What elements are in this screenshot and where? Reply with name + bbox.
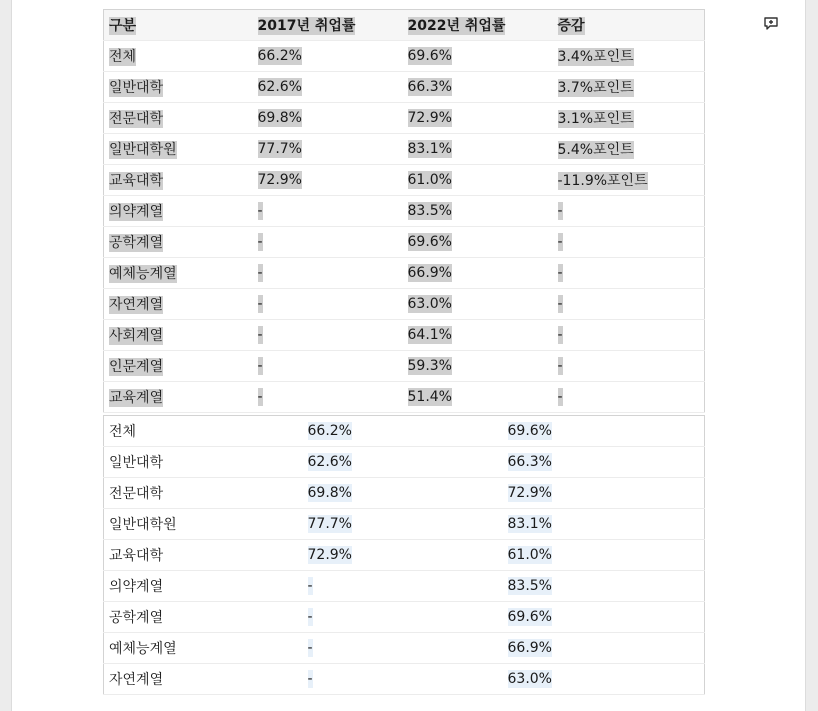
table-header-row [104, 10, 705, 41]
table-cell: 의약계열 [104, 196, 253, 227]
table-cell: 69.8% [253, 103, 403, 134]
table-row [104, 382, 705, 413]
table-cell: -11.9%포인트 [553, 165, 705, 196]
table-cell: - [553, 351, 705, 382]
page-left-edge [11, 0, 12, 711]
table-cell: 자연계열 [104, 664, 303, 695]
table-cell: - [303, 571, 503, 602]
table-cell: - [303, 633, 503, 664]
table-cell: 교육대학 [104, 165, 253, 196]
table-cell: 72.9% [403, 103, 553, 134]
table-cell: 69.6% [503, 416, 705, 447]
table-cell: - [553, 320, 705, 351]
table-cell: 자연계열 [104, 289, 253, 320]
table-cell: 83.5% [503, 571, 705, 602]
table-cell: 61.0% [503, 540, 705, 571]
table-cell: 3.7%포인트 [553, 72, 705, 103]
table-cell: - [253, 196, 403, 227]
table-row [104, 227, 705, 258]
table-cell: 66.3% [503, 447, 705, 478]
table-cell: - [253, 258, 403, 289]
table-cell: - [303, 664, 503, 695]
table-row [104, 258, 705, 289]
table-row [104, 509, 705, 540]
employment-rate-table [103, 9, 705, 413]
table-cell: - [253, 320, 403, 351]
table-cell: 5.4%포인트 [553, 134, 705, 165]
table-row [104, 447, 705, 478]
employment-rate-table-copy [103, 415, 705, 695]
table-cell: 69.6% [403, 41, 553, 72]
table-cell: - [253, 382, 403, 413]
table-row [104, 664, 705, 695]
table-row [104, 320, 705, 351]
table-row [104, 602, 705, 633]
table-cell: 전문대학 [104, 478, 303, 509]
table-cell: 72.9% [303, 540, 503, 571]
table-cell: 예체능계열 [104, 258, 253, 289]
table-cell: 69.8% [303, 478, 503, 509]
table-cell: 예체능계열 [104, 633, 303, 664]
header-cell: 증감 [553, 10, 705, 41]
table-cell: 62.6% [253, 72, 403, 103]
table-cell: 일반대학원 [104, 134, 253, 165]
table-cell: 사회계열 [104, 320, 253, 351]
table-cell: - [553, 196, 705, 227]
table-row [104, 289, 705, 320]
table-cell: 83.1% [403, 134, 553, 165]
table-cell: 72.9% [253, 165, 403, 196]
table-cell: - [553, 258, 705, 289]
table-cell: - [553, 227, 705, 258]
table-cell: 61.0% [403, 165, 553, 196]
header-cell: 2017년 취업률 [253, 10, 403, 41]
table-row [104, 165, 705, 196]
table-cell: - [303, 602, 503, 633]
table-cell: - [553, 289, 705, 320]
table-cell: 72.9% [503, 478, 705, 509]
table-cell: 83.5% [403, 196, 553, 227]
table-cell: - [253, 289, 403, 320]
table-row [104, 351, 705, 382]
table-cell: 전체 [104, 41, 253, 72]
table-cell: 62.6% [303, 447, 503, 478]
table-cell: 일반대학 [104, 447, 303, 478]
table-cell: 66.9% [503, 633, 705, 664]
table-row [104, 134, 705, 165]
table-cell: 51.4% [403, 382, 553, 413]
table-cell: 83.1% [503, 509, 705, 540]
table-cell: 전체 [104, 416, 303, 447]
table-cell: 77.7% [253, 134, 403, 165]
table-row [104, 571, 705, 602]
table-cell: 66.3% [403, 72, 553, 103]
table-cell: 공학계열 [104, 602, 303, 633]
table-cell: 교육계열 [104, 382, 253, 413]
table-cell: 69.6% [403, 227, 553, 258]
table-cell: 64.1% [403, 320, 553, 351]
table-cell: 교육대학 [104, 540, 303, 571]
table-cell: - [553, 382, 705, 413]
table-cell: - [253, 351, 403, 382]
table-row [104, 478, 705, 509]
table-cell: 63.0% [403, 289, 553, 320]
table-cell: 공학계열 [104, 227, 253, 258]
table-row [104, 416, 705, 447]
table-row [104, 103, 705, 134]
table-cell: 66.2% [253, 41, 403, 72]
table-cell: 63.0% [503, 664, 705, 695]
table-cell: 일반대학 [104, 72, 253, 103]
table-cell: 인문계열 [104, 351, 253, 382]
table-row [104, 41, 705, 72]
table-cell: 66.9% [403, 258, 553, 289]
header-cell: 구분 [104, 10, 253, 41]
right-margin [806, 0, 818, 711]
table-row [104, 72, 705, 103]
table-cell: 69.6% [503, 602, 705, 633]
table-cell: 전문대학 [104, 103, 253, 134]
header-cell: 2022년 취업률 [403, 10, 553, 41]
add-comment-icon[interactable] [762, 14, 780, 32]
table-row [104, 196, 705, 227]
table-cell: 77.7% [303, 509, 503, 540]
table-cell: 3.4%포인트 [553, 41, 705, 72]
left-margin [0, 0, 11, 711]
table-cell: 일반대학원 [104, 509, 303, 540]
table-cell: 3.1%포인트 [553, 103, 705, 134]
table-cell: 66.2% [303, 416, 503, 447]
table-cell: 59.3% [403, 351, 553, 382]
table-cell: 의약계열 [104, 571, 303, 602]
page-right-edge [805, 0, 806, 711]
table-row [104, 633, 705, 664]
table-row [104, 540, 705, 571]
table-cell: - [253, 227, 403, 258]
